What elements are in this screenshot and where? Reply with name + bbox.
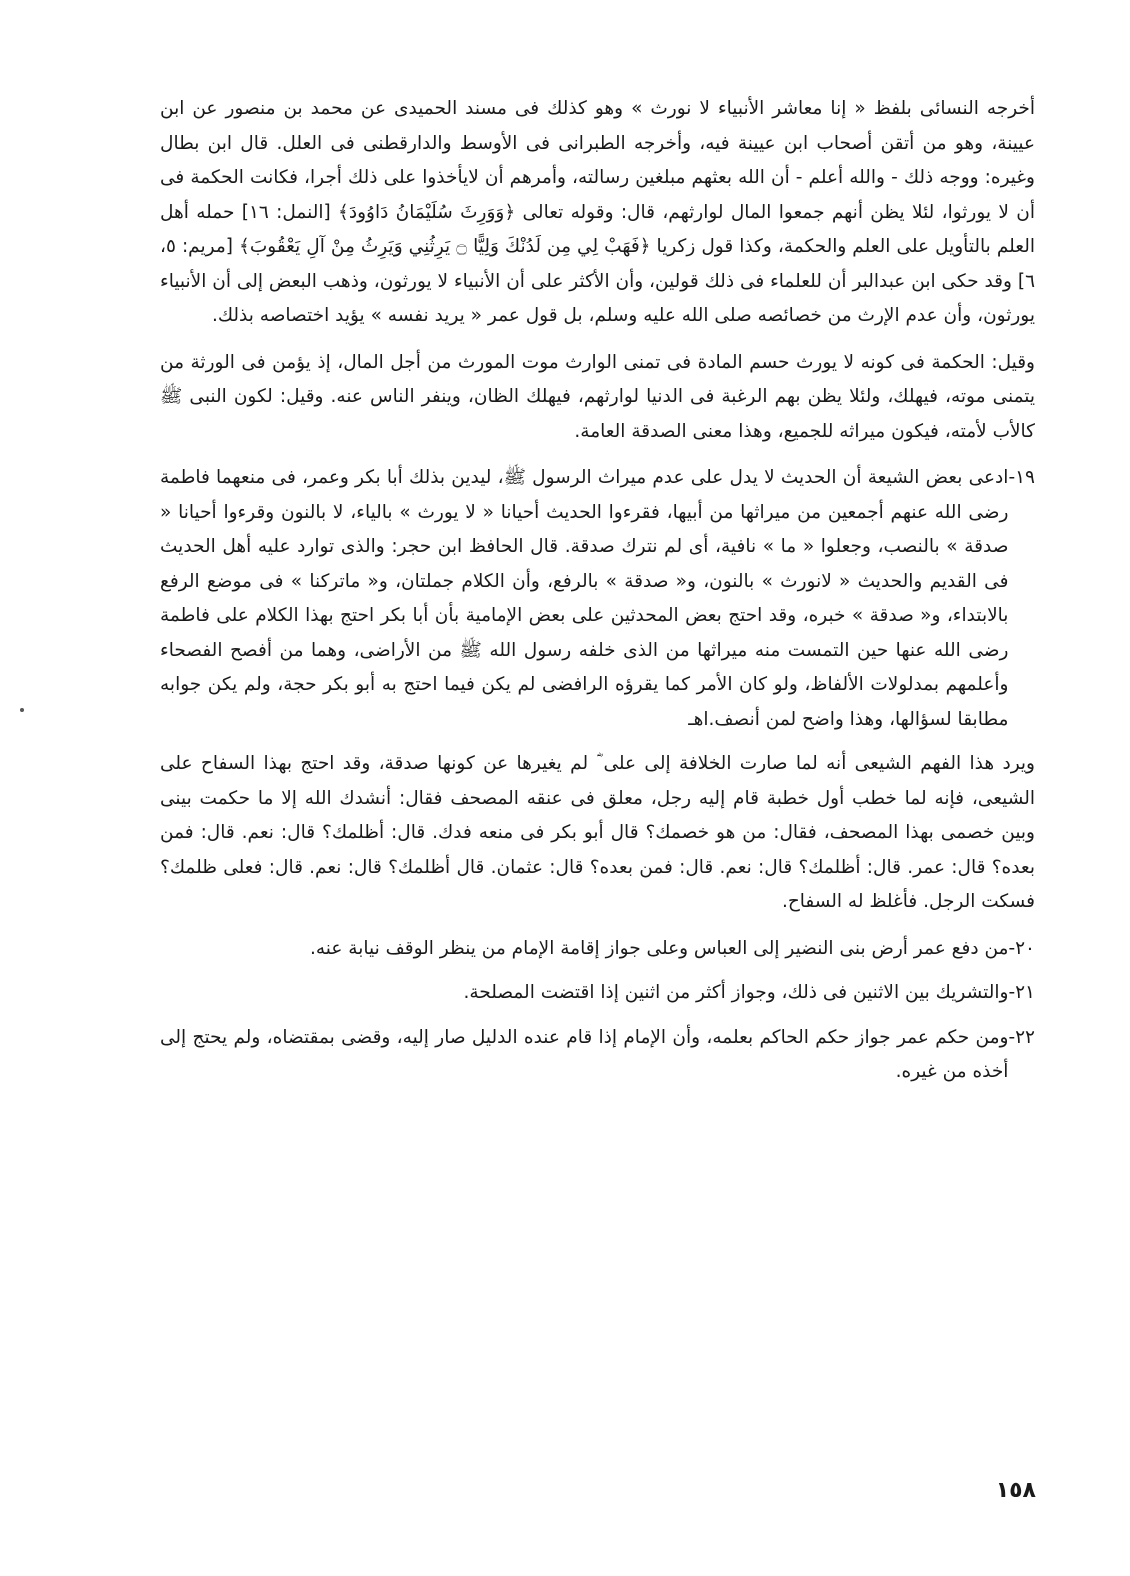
item-text: والتشريك بين الاثنين فى ذلك، وجواز أكثر من اثنين إذا اقتضت المصلحة. <box>463 982 1009 1003</box>
numbered-item-19 <box>160 461 1035 737</box>
page-body <box>160 92 1035 1100</box>
page-number: ١٥٨ <box>995 1478 1036 1503</box>
margin-speck <box>20 708 24 712</box>
paragraph-1: أخرجه النسائى بلفظ « إنا معاشر الأنبياء لا نورث » وهو كذلك فى مسند الحميدى عن محمد بن منصور عن ابن عيينة، وهو من أتقن أصحاب ابن عيينة فيه، وأخرجه الطبرانى فى الأوسط والدارقطنى فى العلل. قال ابن بطال وغيره: ووجه ذلك - والله أعلم - أن الله بعثهم مبلغين رسالته، وأمرهم أن لايأخذوا على ذلك أجرا، فكانت الحكمة فى أن لا يورثوا، لئلا يظن أنهم جمعوا المال لوارثهم، قال: وقوله تعالى ﴿وَوَرِثَ سُلَيْمَانُ دَاوُودَ﴾ [النمل: ١٦] حمله أهل العلم بالتأويل على العلم والحكمة، وكذا قول زكريا ﴿فَهَبْ لِي مِن لَدُنْكَ وَلِيًّا ۝ يَرِثُنِي وَيَرِثُ مِنْ آلِ يَعْقُوبَ﴾ [مريم: ٥، ٦] وقد حكى ابن عبدالبر أن للعلماء فى ذلك قولين، وأن الأكثر على أن الأنبياء لا يورثون، وذهب البعض إلى أن الأنبياء يورثون، وأن عدم الإرث من خصائصه صلى الله عليه وسلم، بل قول عمر « يريد نفسه » يؤيد اختصاصه بذلك. <box>160 98 1036 326</box>
item-text: ومن حكم عمر جواز حكم الحاكم بعلمه، وأن الإمام إذا قام عنده الدليل صار إليه، وقضى بمقتضاه، ولم يحتج إلى أخذه من غيره. <box>160 1026 1009 1082</box>
numbered-item-21 <box>160 976 1035 1011</box>
paragraph-2: وقيل: الحكمة فى كونه لا يورث حسم المادة فى تمنى الوارث موت المورث من أجل المال، إذ يؤمن فى الورثة من يتمنى موته، فيهلك، ولئلا يظن بهم الرغبة فى الدنيا لوارثهم، فيهلك الظان، وينفر الناس عنه. وقيل: لكون النبى ﷺ كالأب لأمته، فيكون ميراثه للجميع، وهذا معنى الصدقة العامة. <box>160 351 1035 442</box>
item-number: ٢٢- <box>1008 1026 1035 1048</box>
item-number: ١٩- <box>1008 467 1035 488</box>
item-number: ٢٠- <box>1008 937 1035 959</box>
item-number: ٢١- <box>1008 982 1035 1003</box>
item-text: ادعى بعض الشيعة أن الحديث لا يدل على عدم ميراث الرسول ﷺ، ليدين بذلك أبا بكر وعمر، فى منعهما فاطمة رضى الله عنهم أجمعين من ميراثها من أبيها، فقرءوا الحديث أحيانا « لا يورث » بالياء، لا بالنون وقرءوا أحيانا « صدقة » بالنصب، وجعلوا « ما » نافية، أى لم نترك صدقة. قال الحافظ ابن حجر: والذى توارد عليه أهل الحديث فى القديم والحديث « لانورث » بالنون، و« صدقة » بالرفع، وأن الكلام جملتان، و« ماتركنا » فى موضع الرفع بالابتداء، و« صدقة » خبره، وقد احتج بعض المحدثين على بعض الإمامية بأن أبا بكر احتج بهذا الكلام على فاطمة رضى الله عنها حين التمست منه ميراثها من الذى خلفه رسول الله ﷺ من الأراضى، وهما من أفصح الفصحاء وأعلمهم بمدلولات الألفاظ، ولو كان الأمر كما يقرؤه الرافضى لم يكن فيما احتج به أبو بكر حجة، ولم يكن جوابه مطابقا لسؤالها، وهذا واضح لمن أنصف.اهـ <box>160 467 1009 730</box>
numbered-item-20 <box>160 932 1035 967</box>
item-text: من دفع عمر أرض بنى النضير إلى العباس وعلى جواز إقامة الإمام من ينظر الوقف نيابة عنه. <box>309 937 1009 959</box>
numbered-item-22 <box>160 1021 1035 1090</box>
paragraph-3: ويرد هذا الفهم الشيعى أنه لما صارت الخلافة إلى على ؓ لم يغيرها عن كونها صدقة، وقد احتج بهذا السفاح على الشيعى، فإنه لما خطب أول خطبة قام إليه رجل، معلق فى عنقه المصحف فقال: أنشدك الله إلا ما حكمت بينى وبين خصمى بهذا المصحف، فقال: من هو خصمك؟ قال أبو بكر فى منعه فدك. قال: أظلمك؟ قال: نعم. قال: فمن بعده؟ قال: عمر. قال: أظلمك؟ قال: نعم. قال: فمن بعده؟ قال: عثمان. قال أظلمك؟ قال: نعم. قال: فعلى ظلمك؟ فسكت الرجل. فأغلظ له السفاح. <box>160 753 1035 912</box>
